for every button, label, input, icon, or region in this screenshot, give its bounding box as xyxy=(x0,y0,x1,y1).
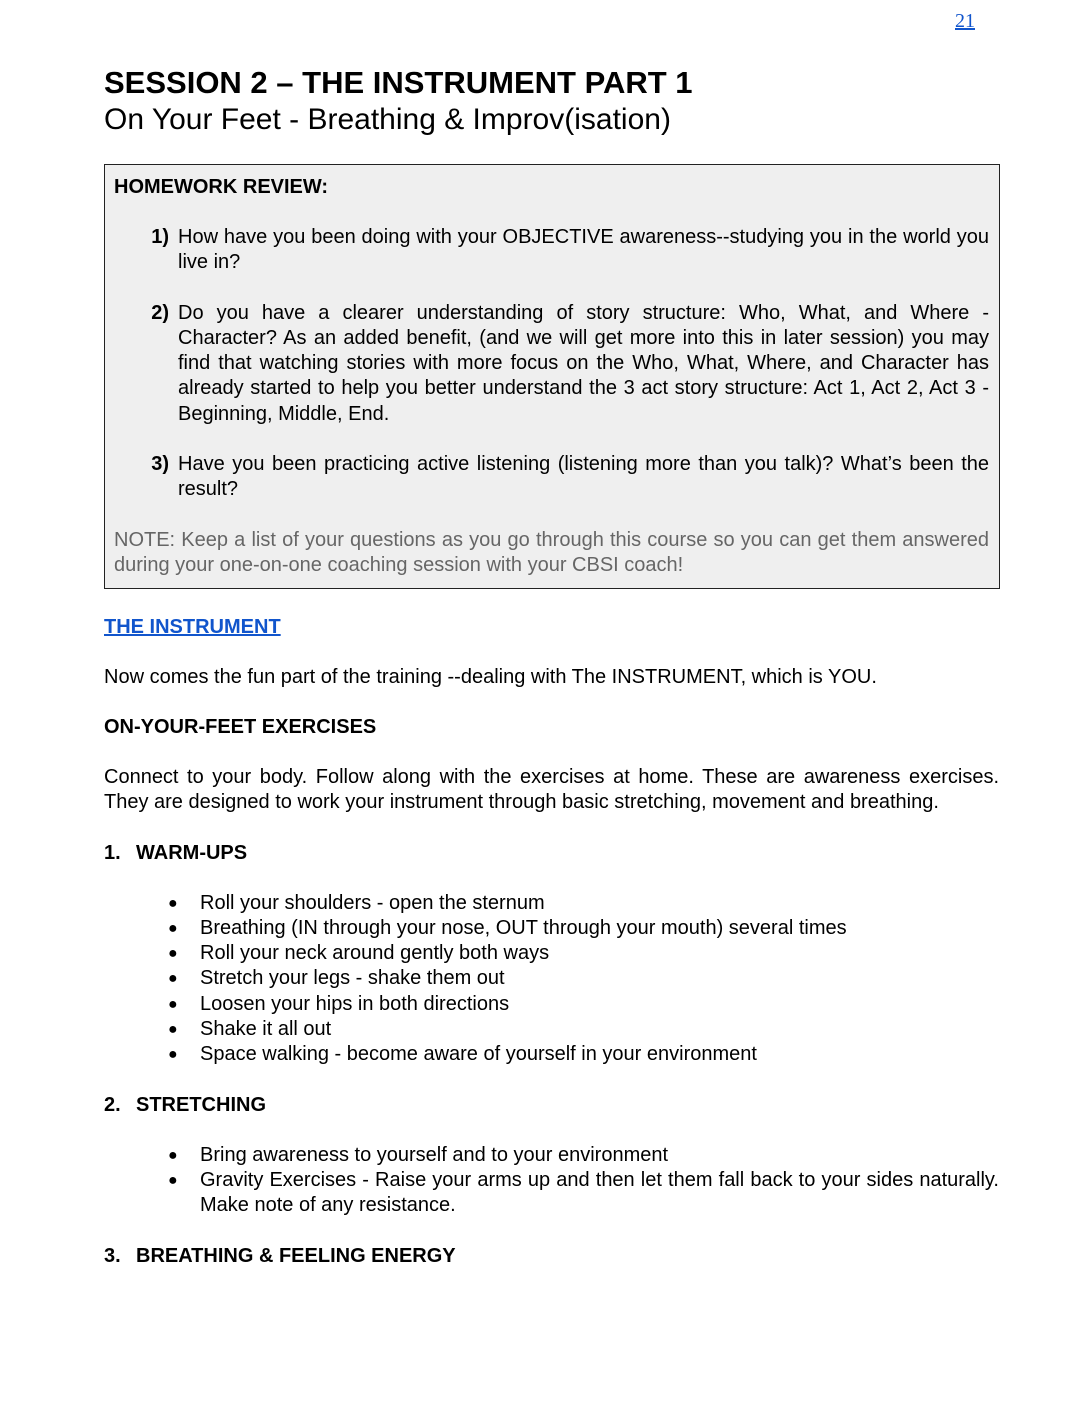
list-item xyxy=(104,992,999,1017)
homework-note: NOTE: Keep a list of your questions as you go through this course so you can get them answered during your one-on-one coaching session with your CBSI coach! xyxy=(114,528,989,576)
the-instrument-link[interactable]: THE INSTRUMENT xyxy=(104,615,281,638)
document-content xyxy=(104,64,999,1294)
section-number: 2. xyxy=(104,1093,121,1116)
homework-item-number: 1) xyxy=(151,226,169,248)
bullet-icon: ● xyxy=(168,1021,178,1039)
list-item xyxy=(104,941,999,966)
instrument-intro: Now comes the fun part of the training --dealing with The INSTRUMENT, which is YOU. xyxy=(104,665,877,688)
list-item-text: Stretch your legs - shake them out xyxy=(200,967,505,990)
list-item-text: Gravity Exercises - Raise your arms up and then let them fall back to your sides naturally. Make note of any resistance. xyxy=(200,1168,999,1217)
homework-review-box xyxy=(104,164,1000,589)
list-item xyxy=(104,916,999,941)
section-number: 1. xyxy=(104,841,121,864)
section-title: BREATHING & FEELING ENERGY xyxy=(136,1244,456,1267)
bullet-icon: ● xyxy=(168,1171,178,1189)
list-item xyxy=(104,1042,999,1067)
section-heading-stretching xyxy=(104,1093,999,1118)
list-item xyxy=(104,1168,999,1219)
bullet-icon: ● xyxy=(168,894,178,912)
section-heading-warm-ups xyxy=(104,841,999,866)
exercises-intro: Connect to your body. Follow along with the exercises at home. These are awareness exercises. They are designed to work your instrument through basic stretching, movement and breathing. xyxy=(104,765,999,814)
list-item-text: Roll your shoulders - open the sternum xyxy=(200,891,545,914)
page-number[interactable]: 21 xyxy=(955,10,975,32)
list-item-text: Bring awareness to yourself and to your environment xyxy=(200,1143,669,1166)
stretching-list xyxy=(104,1143,999,1219)
section-heading-breathing xyxy=(104,1244,999,1269)
bullet-icon: ● xyxy=(168,919,178,937)
bullet-icon: ● xyxy=(168,1146,178,1164)
section-number: 3. xyxy=(104,1244,121,1267)
list-item xyxy=(104,966,999,991)
list-item-text: Roll your neck around gently both ways xyxy=(200,942,550,965)
list-item xyxy=(104,891,999,916)
homework-item-text: Have you been practicing active listening (listening more than you talk)? What’s been the result? xyxy=(178,453,989,501)
list-item xyxy=(104,1143,999,1168)
bullet-icon: ● xyxy=(168,1046,178,1064)
list-item-text: Breathing (IN through your nose, OUT through your mouth) several times xyxy=(200,916,847,939)
session-title: SESSION 2 – THE INSTRUMENT PART 1 xyxy=(104,65,693,100)
homework-heading: HOMEWORK REVIEW: xyxy=(114,176,329,198)
exercises-heading: ON-YOUR-FEET EXERCISES xyxy=(104,715,377,738)
homework-item xyxy=(114,225,989,276)
list-item-text: Shake it all out xyxy=(200,1018,332,1041)
homework-item-number: 2) xyxy=(151,301,169,324)
list-item-text: Loosen your hips in both directions xyxy=(200,992,510,1015)
bullet-icon: ● xyxy=(168,945,178,963)
warm-ups-list xyxy=(104,891,999,1068)
homework-item-text: How have you been doing with your OBJECTIVE awareness--studying you in the world you live in? xyxy=(178,226,989,274)
list-item xyxy=(104,1017,999,1042)
bullet-icon: ● xyxy=(168,970,178,988)
section-title: WARM-UPS xyxy=(136,841,248,864)
homework-item xyxy=(114,452,989,503)
homework-item xyxy=(114,301,989,427)
section-title: STRETCHING xyxy=(136,1093,266,1116)
list-item-text: Space walking - become aware of yourself in your environment xyxy=(200,1043,757,1066)
homework-item-number: 3) xyxy=(151,453,169,476)
homework-item-text: Do you have a clearer understanding of story structure: Who, What, and Where - Character? As an added benefit, (and we will get more into this in later session) you may find that watching stories with more focus on the Who, What, Where, and Character has already started to help you better understand the 3 act story structure: Act 1, Act 2, Act 3 - Beginning, Middle, End. xyxy=(178,301,989,425)
session-subtitle: On Your Feet - Breathing & Improv(isation) xyxy=(104,103,671,136)
bullet-icon: ● xyxy=(168,995,178,1013)
